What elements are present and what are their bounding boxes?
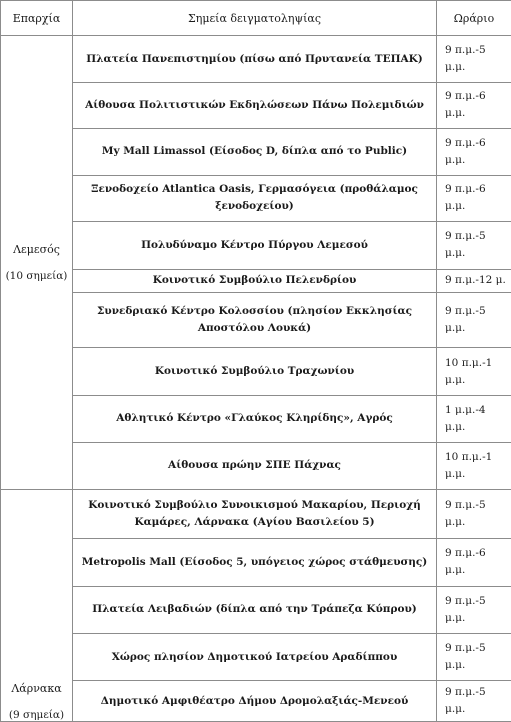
schedule-cell: 10 π.μ.-1 μ.μ. [437, 443, 511, 489]
site-cell: Χώρος πλησίον Δημοτικού Ιατρείου Αραδίππου [73, 634, 437, 681]
schedule-cell: 9 π.μ.-5 μ.μ. [437, 222, 511, 269]
header-site: Σημεία δειγματοληψίας [73, 1, 437, 36]
table-header-row [1, 1, 511, 36]
table-row [1, 269, 511, 292]
schedule-cell: 9 π.μ.-5 μ.μ. [437, 292, 511, 348]
site-cell: Δημοτικό Αμφιθέατρο Δήμου Δρομολαξιάς-Μενεού [73, 681, 437, 722]
region-name: Λάρνακα [11, 682, 61, 695]
header-schedule: Ωράριο [437, 1, 511, 36]
site-cell: Πλατεία Πανεπιστημίου (πίσω από Πρυτανεία ΤΕΠΑΚ) [73, 36, 437, 82]
region-cell-larnaca [1, 489, 73, 721]
table-row [1, 82, 511, 128]
site-cell: Κοινοτικό Συμβούλιο Συνοικισμού Μακαρίου, Περιοχή Καμάρες, Λάρνακα (Αγίου Βασιλείου 5) [73, 489, 437, 538]
table-row [1, 681, 511, 722]
table-row [1, 443, 511, 489]
site-cell: Αίθουσα πρώην ΣΠΕ Πάχνας [73, 443, 437, 489]
schedule-cell: 9 π.μ.-12 μ. [437, 269, 511, 292]
site-cell: Συνεδριακό Κέντρο Κολοσσίου (πλησίον Εκκλησίας Αποστόλου Λουκά) [73, 292, 437, 348]
region-cell-limassol [1, 36, 73, 489]
site-cell: Αθλητικό Κέντρο «Γλαύκος Κληρίδης», Αγρός [73, 395, 437, 442]
header-region: Επαρχία [1, 1, 73, 36]
schedule-cell: 9 π.μ.-5 μ.μ. [437, 489, 511, 538]
schedule-cell: 1 μ.μ.-4 μ.μ. [437, 395, 511, 442]
table-row [1, 489, 511, 538]
table-row [1, 292, 511, 348]
schedule-cell: 9 π.μ.-6 μ.μ. [437, 175, 511, 221]
table-row [1, 348, 511, 395]
site-cell: Αίθουσα Πολιτιστικών Εκδηλώσεων Πάνω Πολεμιδιών [73, 82, 437, 128]
table-row [1, 222, 511, 269]
region-count: (9 σημεία) [4, 709, 69, 721]
table-row [1, 395, 511, 442]
schedule-cell: 9 π.μ.-5 μ.μ. [437, 36, 511, 82]
schedule-cell: 9 π.μ.-5 μ.μ. [437, 586, 511, 633]
site-cell: Κοινοτικό Συμβούλιο Τραχωνίου [73, 348, 437, 395]
table-row [1, 539, 511, 586]
region-name: Λεμεσός [13, 243, 60, 256]
site-cell: Ξενοδοχείο Atlantica Oasis, Γερμασόγεια (προθάλαμος ξενοδοχείου) [73, 175, 437, 221]
site-cell: Πολυδύναμο Κέντρο Πύργου Λεμεσού [73, 222, 437, 269]
table-row [1, 634, 511, 681]
table-row [1, 129, 511, 175]
site-cell: Πλατεία Λειβαδιών (δίπλα από την Τράπεζα Κύπρου) [73, 586, 437, 633]
schedule-cell: 9 π.μ.-6 μ.μ. [437, 129, 511, 175]
site-cell: Metropolis Mall (Είσοδος 5, υπόγειος χώρος στάθμευσης) [73, 539, 437, 586]
table-row [1, 175, 511, 221]
schedule-cell: 10 π.μ.-1 μ.μ. [437, 348, 511, 395]
site-cell: My Mall Limassol (Είσοδος D, δίπλα από το Public) [73, 129, 437, 175]
table-row [1, 586, 511, 633]
schedule-cell: 9 π.μ.-6 μ.μ. [437, 82, 511, 128]
schedule-cell: 9 π.μ.-5 μ.μ. [437, 681, 511, 722]
region-count: (10 σημεία) [4, 270, 69, 282]
schedule-cell: 9 π.μ.-5 μ.μ. [437, 634, 511, 681]
schedule-cell: 9 π.μ.-6 μ.μ. [437, 539, 511, 586]
site-cell: Κοινοτικό Συμβούλιο Πελενδρίου [73, 269, 437, 292]
table-row [1, 36, 511, 82]
